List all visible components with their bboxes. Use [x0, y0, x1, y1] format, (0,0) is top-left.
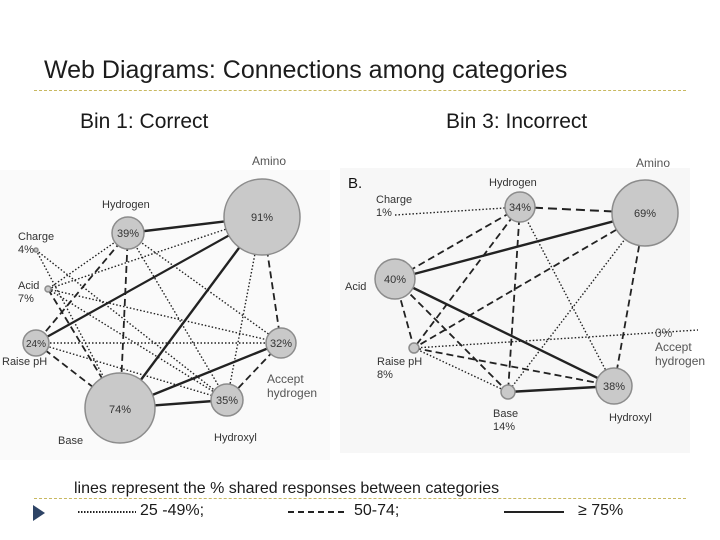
- label-base-right: Base 14%: [493, 408, 519, 433]
- label-hydroxyl-left: Hydroxyl: [214, 432, 257, 444]
- panel-b-label: B.: [348, 175, 363, 192]
- label-hydroxyl-right: Hydroxyl: [609, 412, 652, 424]
- label-charge-left: Charge 4%: [18, 231, 55, 256]
- value-hydrogen-right: 34%: [508, 202, 532, 214]
- overlay-accept-left: Accept hydrogen: [267, 372, 318, 400]
- label-acid-left: Acid 7%: [18, 280, 40, 305]
- overlay-accept-right: 0% Accept hydrogen: [655, 326, 706, 368]
- slide-title: Web Diagrams: Connections among categories: [44, 56, 568, 84]
- label-raise-left: Raise pH: [2, 356, 48, 368]
- value-hydroxyl-left: 35%: [215, 395, 239, 407]
- label-acid-right: Acid: [345, 281, 367, 293]
- label-hydrogen-right: Hydrogen: [489, 177, 537, 189]
- value-amino-left: 91%: [250, 212, 274, 224]
- legend-label-dotted: 25 -49%;: [140, 502, 205, 519]
- label-hydrogen-left: Hydrogen: [102, 199, 150, 211]
- value-acid-right: 40%: [383, 274, 407, 286]
- legend-label-solid: ≥ 75%: [578, 502, 624, 519]
- label-base-left: Base: [58, 435, 84, 447]
- value-hydrogen-left: 39%: [116, 228, 140, 240]
- overlay-amino-left: Amino: [252, 154, 287, 168]
- bin-correct-label: Bin 1: Correct: [80, 110, 209, 133]
- value-base-left: 74%: [108, 404, 132, 416]
- value-accept-left: 32%: [269, 338, 293, 350]
- value-raise-left: 24%: [25, 339, 47, 350]
- label-charge-right: Charge 1%: [376, 194, 413, 219]
- bin-incorrect-label: Bin 3: Incorrect: [446, 110, 588, 133]
- legend-caption: lines represent the % shared responses between categories: [74, 480, 500, 497]
- label-raise-right: Raise pH 8%: [377, 356, 423, 381]
- legend-label-dashed: 50-74;: [354, 502, 400, 519]
- value-amino-right: 69%: [633, 208, 657, 220]
- overlay-amino-right: Amino: [636, 156, 671, 170]
- value-hydroxyl-right: 38%: [602, 381, 626, 393]
